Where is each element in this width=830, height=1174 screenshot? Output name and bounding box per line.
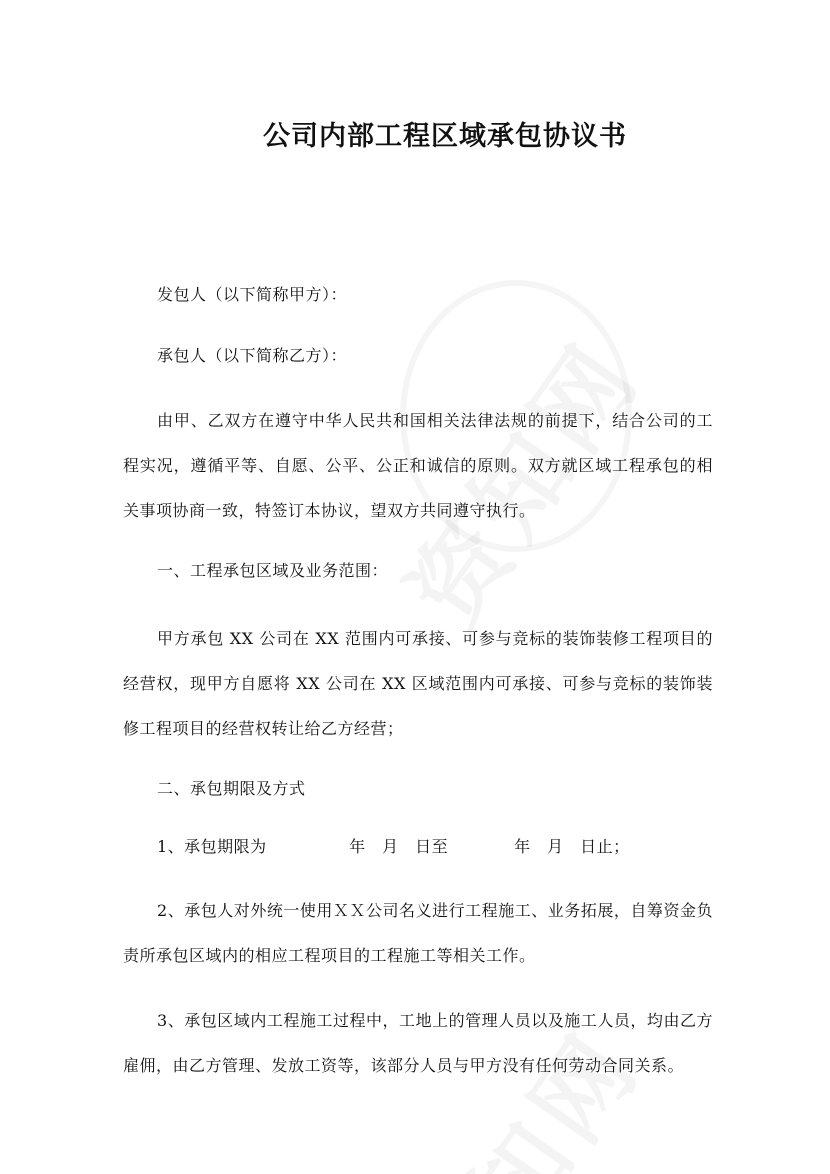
- clause-1: 1、承包期限为 年 月 日至 年 月 日止；: [157, 837, 630, 856]
- contractor-issuer-line: 发包人（以下简称甲方）：: [157, 285, 348, 304]
- contractor-receiver-line: 承包人（以下简称乙方）：: [157, 346, 348, 365]
- clause-2: 2、承包人对外统一使用ＸＸ公司名义进行工程施工、业务拓展，自筹资金负责所承包区域内的相应工程项目的工程施工等相关工作。: [123, 901, 713, 965]
- document-title: 公司内部工程区域承包协议书: [263, 121, 627, 152]
- section-2-heading: 二、承包期限及方式: [157, 779, 306, 798]
- intro-paragraph: 由甲、乙双方在遵守中华人民共和国相关法律法规的前提下，结合公司的工程实况，遵循平等、自愿、公平、公正和诚信的原则。双方就区域工程承包的相关事项协商一致，特签订本协议，望双方共同遵守执行。: [123, 411, 713, 520]
- section-1-paragraph: 甲方承包 XX 公司在 XX 范围内可承接、可参与竞标的装饰装修工程项目的经营权，现甲方自愿将 XX 公司在 XX 区域范围内可承接、可参与竞标的装饰装修工程项目的经营权转让给乙方经营；: [123, 629, 713, 738]
- section-1-heading: 一、工程承包区域及业务范围：: [157, 561, 389, 580]
- clause-3: 3、承包区域内工程施工过程中，工地上的管理人员以及施工人员，均由乙方雇佣，由乙方管理、发放工资等，该部分人员与甲方没有任何劳动合同关系。: [123, 1011, 713, 1075]
